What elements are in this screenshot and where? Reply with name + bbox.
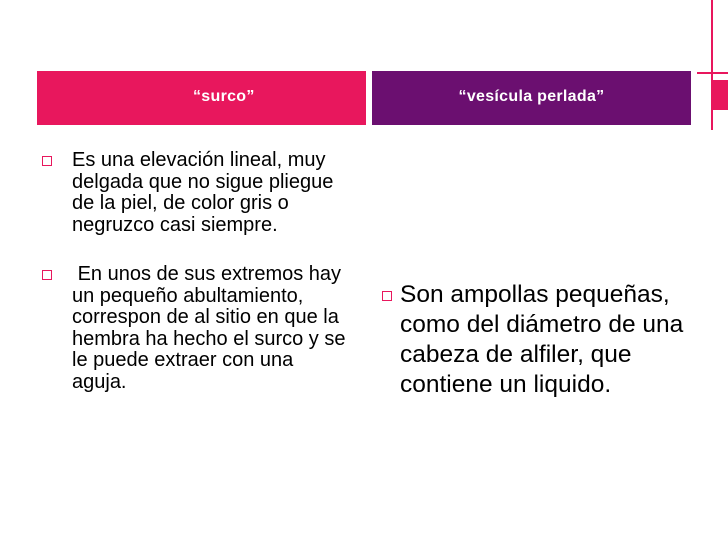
bullet-text: Son ampollas pequeñas, como del diámetro de una cabeza de alfiler, que contiene un liquido.: [400, 281, 684, 398]
column-header-vesicula: [372, 71, 691, 125]
list-item: [372, 280, 702, 400]
left-bullet-list: [36, 149, 352, 393]
corner-decoration-block: [712, 80, 728, 110]
square-bullet-icon: [42, 156, 52, 166]
column-header-label: “vesícula perlada”: [458, 88, 605, 105]
bullet-text: En unos de sus extremos hay un pequeño abultamiento, correspon de al sitio en que la hembra ha hecho el surco y se le puede extraer con una aguja.: [72, 263, 352, 393]
list-item: [36, 263, 352, 393]
square-bullet-icon: [42, 270, 52, 280]
right-bullet-list: [372, 280, 702, 400]
bullet-text: Es una elevación lineal, muy delgada que no sigue pliegue de la piel, de color gris o negruzco casi siempre.: [72, 149, 334, 236]
square-bullet-icon: [382, 291, 392, 301]
corner-decoration-vertical: [711, 0, 713, 130]
list-item: [36, 150, 346, 236]
column-header-surco: [37, 71, 366, 125]
corner-decoration-horizontal: [697, 72, 728, 74]
column-header-label: “surco”: [193, 88, 255, 105]
